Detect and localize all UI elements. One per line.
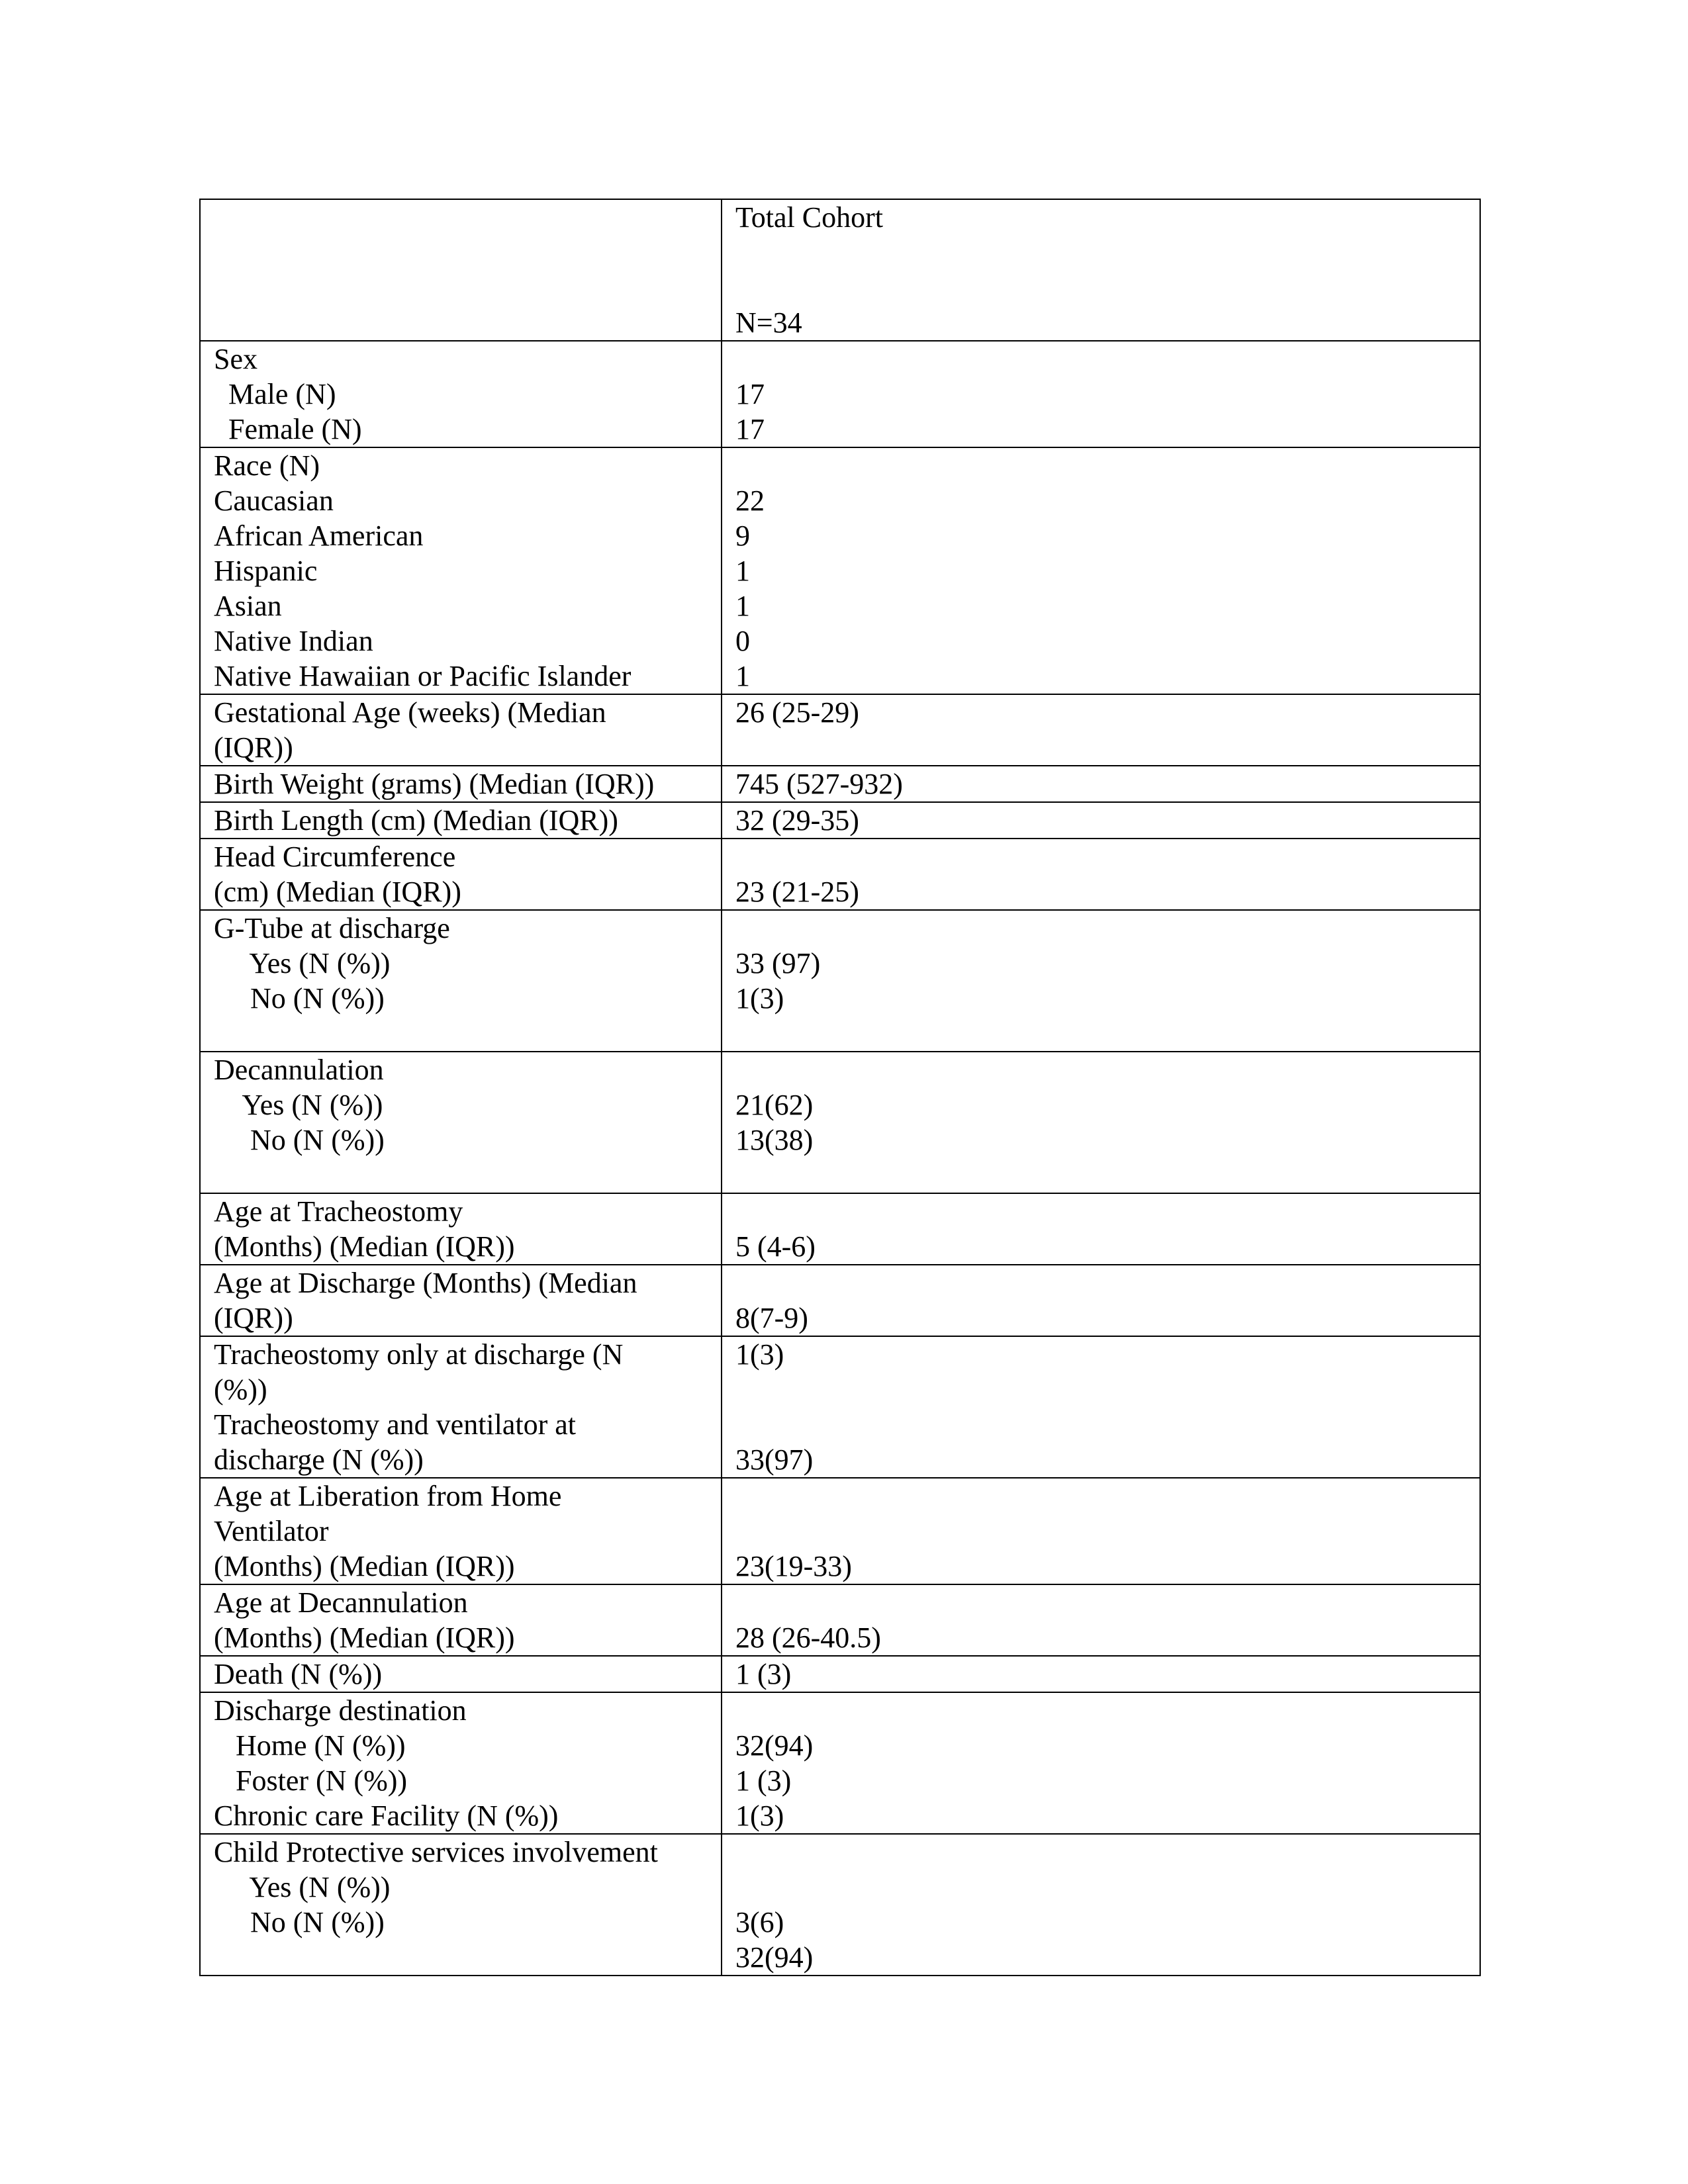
- value-line: [735, 839, 1466, 874]
- table-row: [200, 1584, 1480, 1656]
- row-label-cell: [200, 1656, 722, 1692]
- label-line: (cm) (Median (IQR)): [214, 876, 461, 908]
- label-line: Sex: [214, 343, 258, 375]
- label-line: No (N (%)): [214, 982, 385, 1015]
- table-body: [200, 199, 1480, 1976]
- row-label-cell: [200, 199, 722, 341]
- label-line: Asian: [214, 590, 282, 622]
- value-line: 1(3): [735, 982, 784, 1015]
- value-line: [735, 1158, 1466, 1193]
- label-line: Age at Decannulation: [214, 1586, 468, 1619]
- table-header-row: [200, 199, 1480, 341]
- table-row: [200, 447, 1480, 694]
- label-line: Decannulation: [214, 1054, 384, 1086]
- value-line: [735, 1870, 1466, 1905]
- row-label-cell: [200, 1265, 722, 1336]
- label-line: Age at Tracheostomy: [214, 1195, 463, 1228]
- value-line: 1 (3): [735, 1658, 792, 1690]
- value-line: Total Cohort: [735, 201, 884, 234]
- label-line: (Months) (Median (IQR)): [214, 1621, 515, 1654]
- table-row: [200, 694, 1480, 766]
- label-line: Chronic care Facility (N (%)): [214, 1799, 559, 1832]
- total-cohort-value-cell: [722, 199, 1480, 341]
- value-line: [735, 1585, 1466, 1620]
- row-label-cell: [200, 1834, 722, 1976]
- value-line: [735, 341, 1466, 377]
- row-label-cell: [200, 766, 722, 802]
- table-row: [200, 1336, 1480, 1478]
- value-line: [735, 1052, 1466, 1087]
- value-line: 8(7-9): [735, 1302, 808, 1334]
- label-line: Age at Liberation from Home: [214, 1480, 562, 1512]
- table-row: [200, 1656, 1480, 1692]
- label-line: Caucasian: [214, 484, 334, 517]
- total-cohort-value-cell: [722, 1834, 1480, 1976]
- label-line: No (N (%)): [214, 1906, 385, 1938]
- total-cohort-value-cell: [722, 910, 1480, 1052]
- value-line: 1(3): [735, 1799, 784, 1832]
- label-line: [214, 1016, 708, 1051]
- label-line: Ventilator: [214, 1515, 329, 1547]
- value-line: 23(19-33): [735, 1550, 852, 1582]
- row-label-cell: [200, 1336, 722, 1478]
- value-line: 1(3): [735, 1338, 784, 1371]
- row-label-cell: [200, 1052, 722, 1193]
- label-line: discharge (N (%)): [214, 1443, 424, 1476]
- value-line: 1: [735, 660, 750, 692]
- table-row: [200, 1193, 1480, 1265]
- label-line: [214, 1940, 708, 1975]
- label-line: Age at Discharge (Months) (Median: [214, 1267, 637, 1299]
- label-line: Discharge destination: [214, 1694, 467, 1727]
- total-cohort-value-cell: [722, 1052, 1480, 1193]
- value-line: [735, 1479, 1466, 1514]
- row-label-cell: [200, 1584, 722, 1656]
- label-line: (IQR)): [214, 1302, 293, 1334]
- value-line: 3(6): [735, 1906, 784, 1938]
- value-line: [735, 730, 1466, 765]
- value-line: [735, 235, 1466, 270]
- total-cohort-value-cell: [722, 839, 1480, 910]
- table-row: [200, 839, 1480, 910]
- total-cohort-value-cell: [722, 802, 1480, 839]
- total-cohort-value-cell: [722, 1478, 1480, 1584]
- value-line: 1 (3): [735, 1764, 792, 1797]
- table-row: [200, 341, 1480, 447]
- value-line: [735, 1265, 1466, 1300]
- total-cohort-value-cell: [722, 1336, 1480, 1478]
- row-label-cell: [200, 1692, 722, 1834]
- value-line: 745 (527-932): [735, 768, 903, 800]
- label-line: Race (N): [214, 449, 320, 482]
- label-line: Yes (N (%)): [214, 1089, 383, 1121]
- label-line: (Months) (Median (IQR)): [214, 1230, 515, 1263]
- value-line: [735, 270, 1466, 305]
- value-line: 17: [735, 378, 765, 410]
- value-line: 32(94): [735, 1941, 814, 1974]
- label-line: Head Circumference: [214, 841, 456, 873]
- value-line: [735, 1514, 1466, 1549]
- label-line: No (N (%)): [214, 1124, 385, 1156]
- total-cohort-value-cell: [722, 447, 1480, 694]
- label-line: (Months) (Median (IQR)): [214, 1550, 515, 1582]
- label-line: Death (N (%)): [214, 1658, 383, 1690]
- value-line: 9: [735, 520, 750, 552]
- value-line: 33(97): [735, 1443, 814, 1476]
- label-line: [214, 200, 708, 235]
- total-cohort-value-cell: [722, 1265, 1480, 1336]
- label-line: Male (N): [214, 378, 336, 410]
- value-line: 21(62): [735, 1089, 814, 1121]
- total-cohort-value-cell: [722, 1656, 1480, 1692]
- value-line: [735, 448, 1466, 483]
- label-line: Native Indian: [214, 625, 373, 657]
- total-cohort-value-cell: [722, 766, 1480, 802]
- value-line: 17: [735, 413, 765, 445]
- value-line: [735, 911, 1466, 946]
- table-row: [200, 802, 1480, 839]
- row-label-cell: [200, 1478, 722, 1584]
- total-cohort-value-cell: [722, 694, 1480, 766]
- label-line: (IQR)): [214, 731, 293, 764]
- table-row: [200, 1478, 1480, 1584]
- table-row: [200, 766, 1480, 802]
- value-line: [735, 1835, 1466, 1870]
- label-line: Tracheostomy and ventilator at: [214, 1408, 577, 1441]
- value-line: [735, 1372, 1466, 1407]
- row-label-cell: [200, 802, 722, 839]
- label-line: Yes (N (%)): [214, 1871, 391, 1903]
- row-label-cell: [200, 447, 722, 694]
- label-line: Native Hawaiian or Pacific Islander: [214, 660, 632, 692]
- row-label-cell: [200, 1193, 722, 1265]
- label-line: Child Protective services involvement: [214, 1836, 658, 1868]
- label-line: Hispanic: [214, 555, 318, 587]
- row-label-cell: [200, 341, 722, 447]
- value-line: 1: [735, 590, 750, 622]
- label-line: Yes (N (%)): [214, 947, 391, 979]
- value-line: [735, 1016, 1466, 1051]
- label-line: Birth Weight (grams) (Median (IQR)): [214, 768, 655, 800]
- label-line: Foster (N (%)): [214, 1764, 408, 1797]
- label-line: Gestational Age (weeks) (Median: [214, 696, 606, 729]
- total-cohort-value-cell: [722, 1193, 1480, 1265]
- value-line: 1: [735, 555, 750, 587]
- value-line: N=34: [735, 306, 802, 339]
- table-row: [200, 1265, 1480, 1336]
- value-line: 22: [735, 484, 765, 517]
- total-cohort-value-cell: [722, 1692, 1480, 1834]
- label-line: African American: [214, 520, 424, 552]
- row-label-cell: [200, 910, 722, 1052]
- row-label-cell: [200, 694, 722, 766]
- label-line: Birth Length (cm) (Median (IQR)): [214, 804, 618, 837]
- value-line: [735, 1693, 1466, 1728]
- table-row: [200, 1692, 1480, 1834]
- total-cohort-value-cell: [722, 341, 1480, 447]
- label-line: (%)): [214, 1373, 267, 1406]
- value-line: 32 (29-35): [735, 804, 859, 837]
- label-line: [214, 1158, 708, 1193]
- label-line: Home (N (%)): [214, 1729, 406, 1762]
- value-line: 23 (21-25): [735, 876, 859, 908]
- value-line: 0: [735, 625, 750, 657]
- value-line: 13(38): [735, 1124, 814, 1156]
- row-label-cell: [200, 839, 722, 910]
- value-line: [735, 1194, 1466, 1229]
- label-line: G-Tube at discharge: [214, 912, 450, 944]
- value-line: 26 (25-29): [735, 696, 859, 729]
- table-row: [200, 1052, 1480, 1193]
- total-cohort-value-cell: [722, 1584, 1480, 1656]
- cohort-characteristics-table: [199, 199, 1481, 1976]
- label-line: Tracheostomy only at discharge (N: [214, 1338, 624, 1371]
- value-line: 32(94): [735, 1729, 814, 1762]
- value-line: 5 (4-6): [735, 1230, 816, 1263]
- label-line: Female (N): [214, 413, 362, 445]
- value-line: 28 (26-40.5): [735, 1621, 881, 1654]
- table-row: [200, 1834, 1480, 1976]
- table-row: [200, 910, 1480, 1052]
- value-line: 33 (97): [735, 947, 821, 979]
- value-line: [735, 1407, 1466, 1442]
